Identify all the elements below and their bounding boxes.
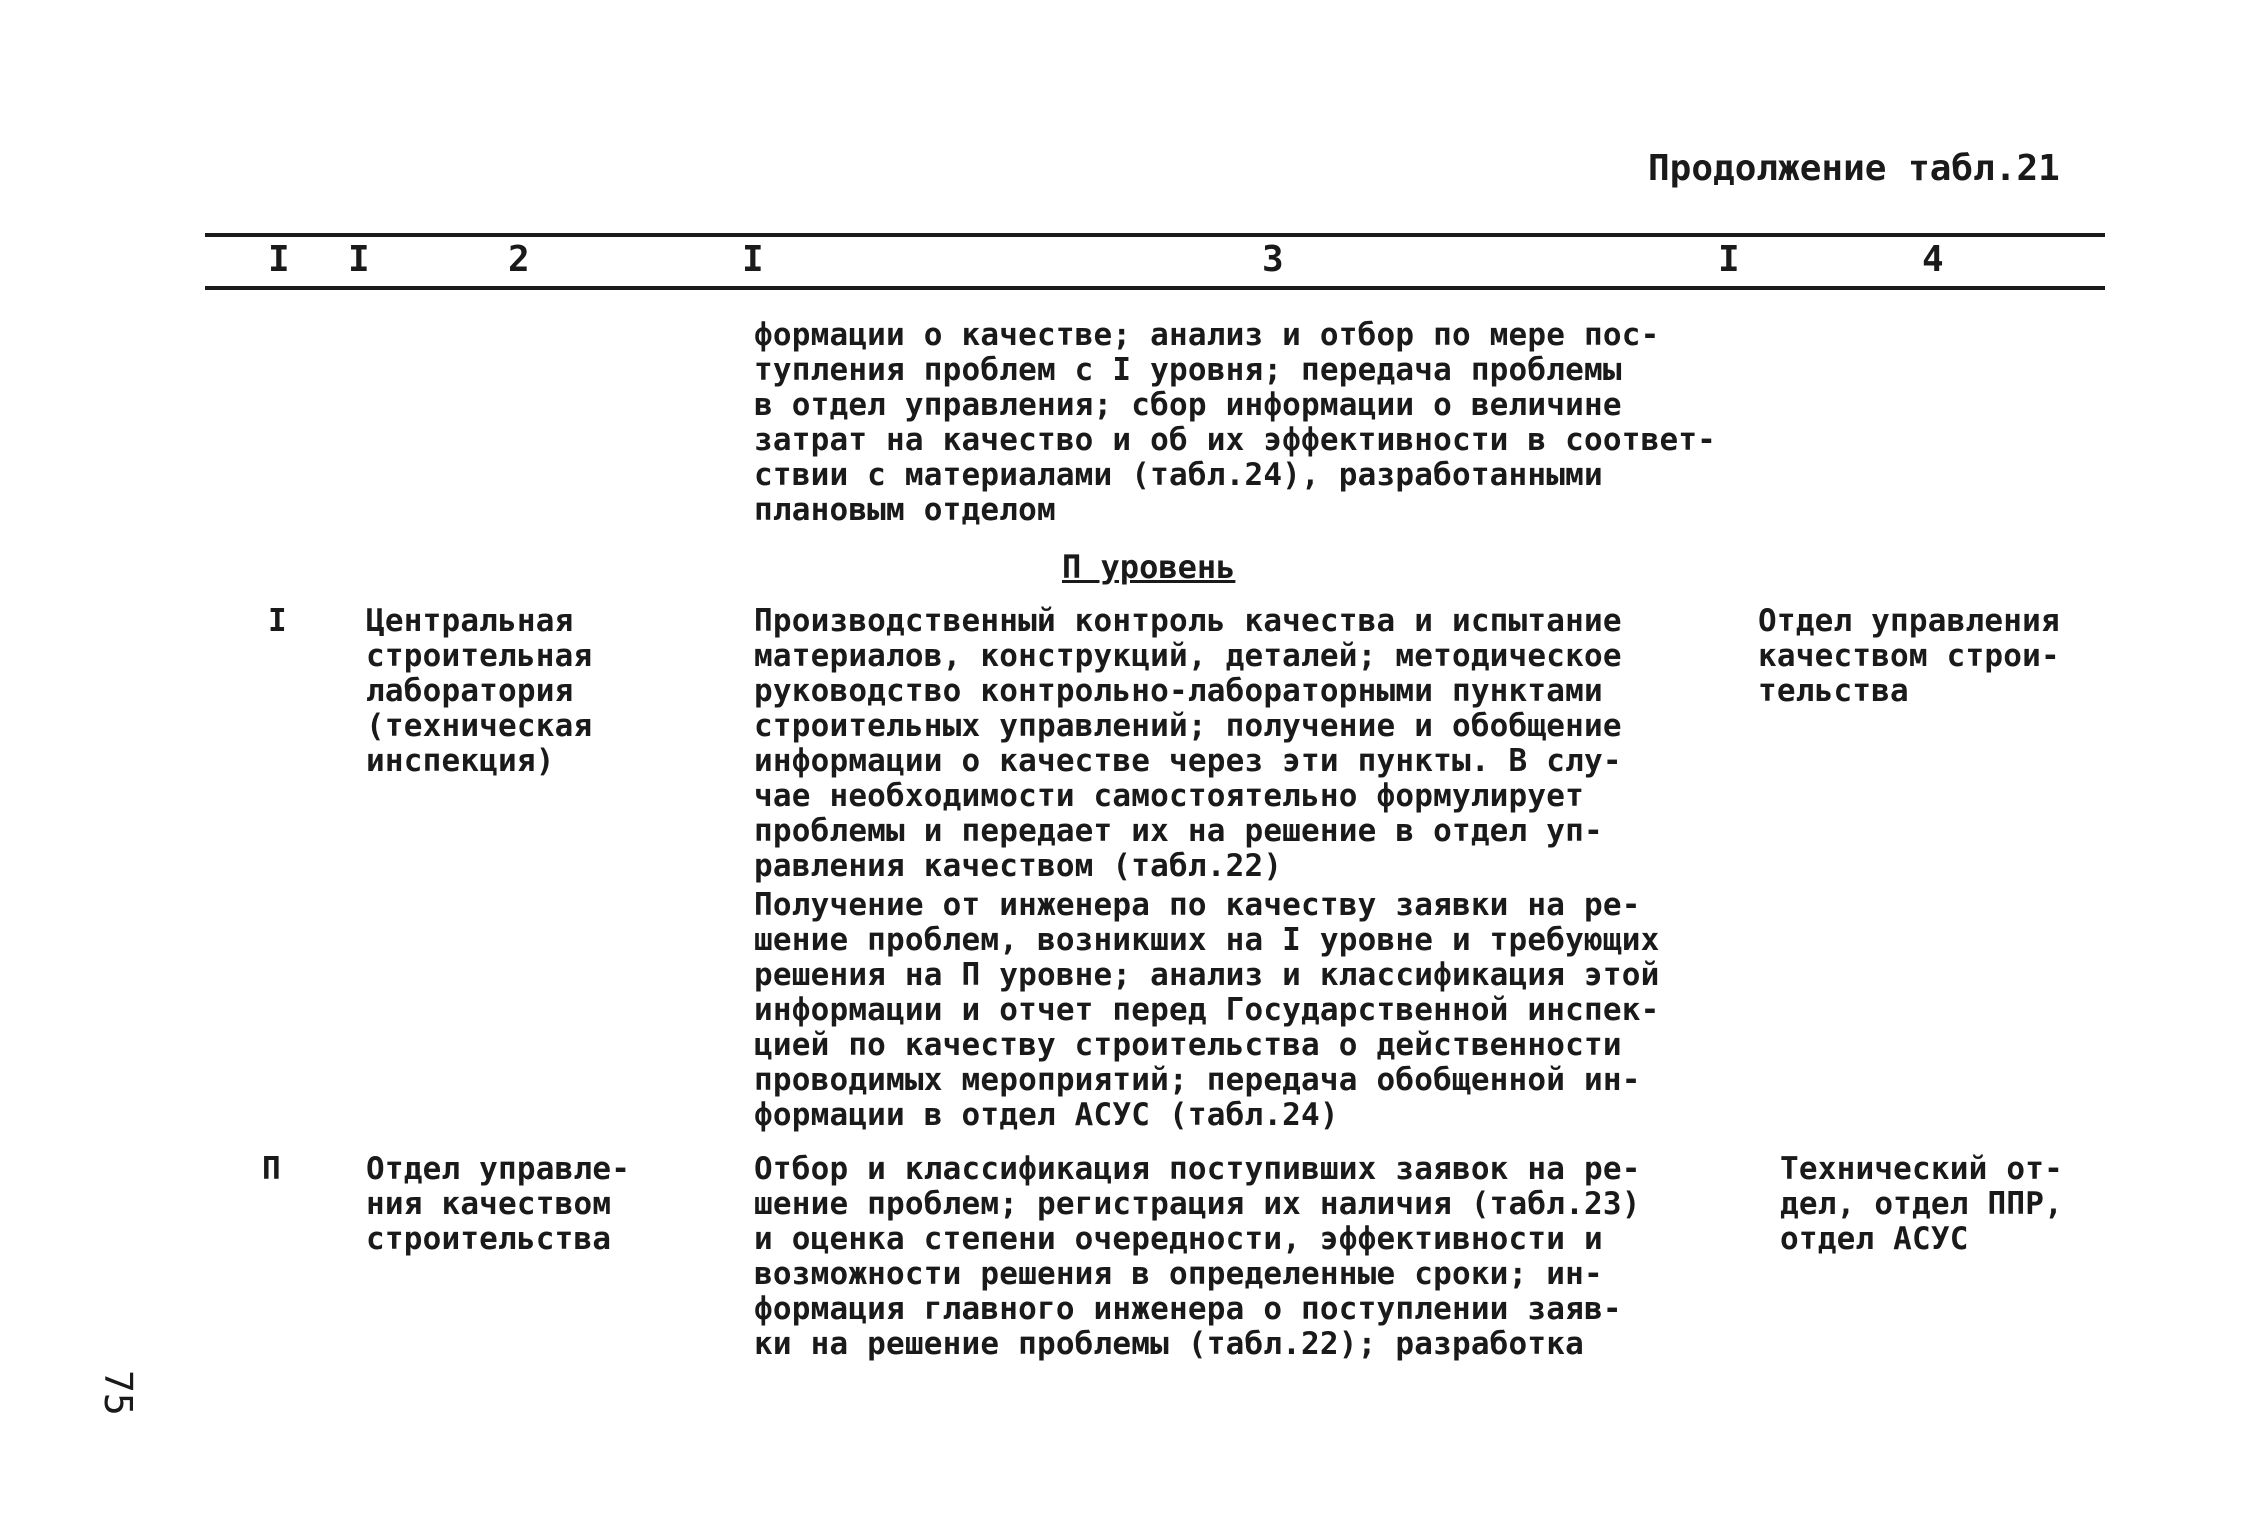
row-1-functions: Производственный контроль качества и испытание материалов, конструкций, деталей; методическое руководство контрольно-лабораторными пунктами строительных управлений; получение и обобщение информации о качестве через эти пункты. В слу- чае необходимости самостоятельно формулирует проблемы и передает их на решение в отдел уп- равления качеством (табл.22) — [754, 603, 1622, 884]
column-header-1: I — [268, 239, 290, 280]
row-1-unit: Центральная строительная лаборатория (техническая инспекция) — [366, 603, 593, 779]
column-header-3: 3 — [1262, 239, 1284, 280]
continuation-text: формации о качестве; анализ и отбор по мере пос- тупления проблем с I уровня; передача проблемы в отдел управления; сбор информации о величине затрат на качество и об их эффективности в соответ- ствии с материалами (табл.24), разработанными плановым отделом — [754, 317, 1717, 528]
level-heading: П уровень — [1062, 548, 1236, 586]
row-2-number: П — [262, 1151, 281, 1187]
row-1-recipient: Отдел управления качеством строи- тельства — [1758, 603, 2060, 709]
column-separator-3: I — [1718, 239, 1740, 280]
row-2-recipient: Технический от- дел, отдел ППР, отдел АСУС — [1780, 1151, 2063, 1257]
table-header-top-rule — [205, 233, 2105, 237]
row-2-unit: Отдел управле- ния качеством строительства — [366, 1151, 631, 1257]
page-number: 75 — [96, 1370, 140, 1416]
column-header-2: 2 — [508, 239, 530, 280]
column-separator-2: I — [742, 239, 764, 280]
row-1-functions-continued: Получение от инженера по качеству заявки на ре- шение проблем, возникших на I уровне и требующих решения на П уровне; анализ и классификация этой информации и отчет перед Государственной инспек- цией по качеству строительства о действенности проводимых мероприятий; передача обобщенной ин- формации в отдел АСУС (табл.24) — [754, 887, 1660, 1133]
table-caption: Продолжение табл.21 — [1648, 148, 2060, 189]
column-header-4: 4 — [1922, 239, 1944, 280]
column-separator-1: I — [348, 239, 370, 280]
row-1-number: I — [268, 603, 287, 639]
table-header-bottom-rule — [205, 286, 2105, 290]
row-2-functions: Отбор и классификация поступивших заявок на ре- шение проблем; регистрация их наличия (табл.23) и оценка степени очередности, эффективности и возможности решения в определенные сроки; ин- формация главного инженера о поступлении заяв- ки на решение проблемы (табл.22); разработка — [754, 1151, 1641, 1362]
